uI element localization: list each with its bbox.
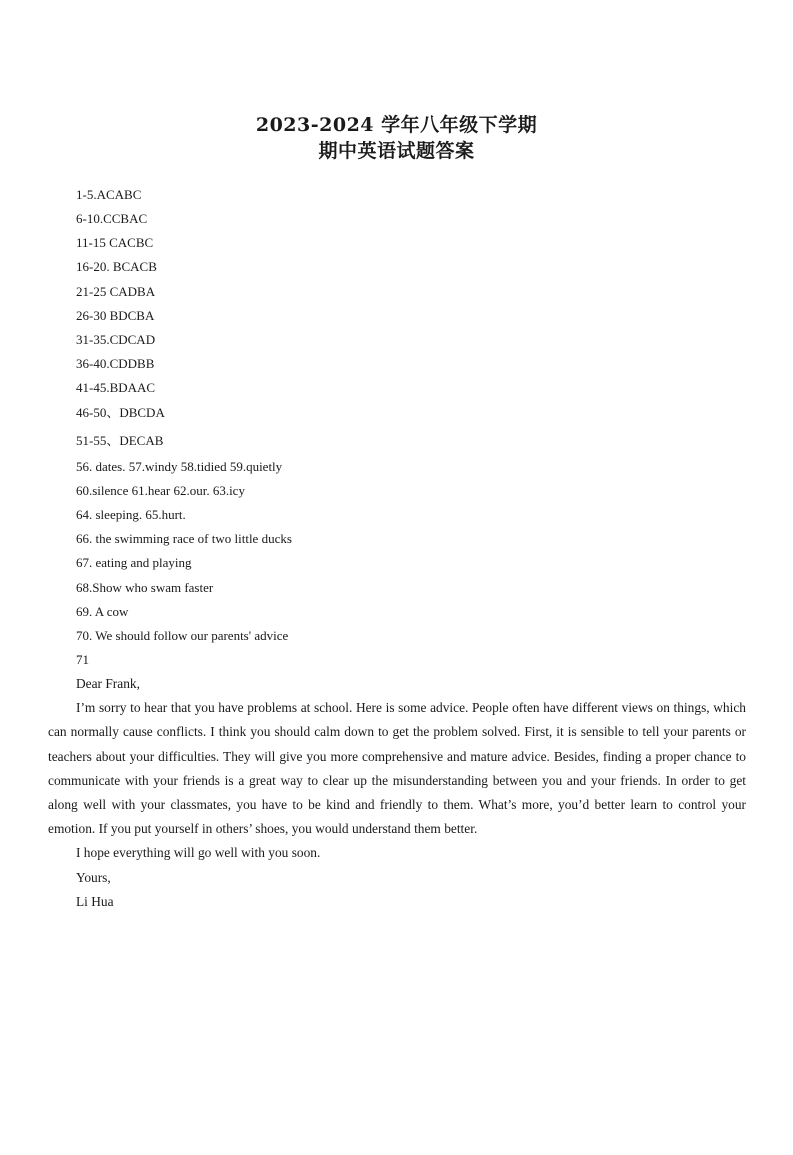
- answer-line-70: 70. We should follow our parents' advice: [76, 628, 289, 643]
- answer-line-36-40: 36-40.CDDBB: [76, 356, 155, 371]
- letter-body: I’m sorry to hear that you have problems at school. Here is some advice. People often have different views on things, which can normally cause conflicts. I think you should calm down to get the problem solved. First, it is sensible to tell your parents or teachers about your difficulties. They will give you more comprehensive and mature advice. Besides, finding a proper chance to communicate with your friends is a great way to clear up the misunderstanding between you and your friends. In order to get along well with your classmates, you have to be kind and friendly to them. What’s more, you’d better learn to control your emotion. If you put yourself in others’ shoes, you would understand them better.: [48, 700, 746, 837]
- document-title: 2023-2024 学年八年级下学期: [255, 114, 538, 136]
- letter-closing-line: I hope everything will go well with you soon.: [76, 845, 321, 861]
- answer-line-71: 71: [76, 652, 89, 667]
- answer-line-69: 69. A cow: [76, 604, 129, 619]
- answer-line-21-25: 21-25 CADBA: [76, 284, 156, 299]
- answer-line-60-63: 60.silence 61.hear 62.our. 63.icy: [76, 483, 245, 498]
- letter-signature: Li Hua: [76, 893, 114, 909]
- answer-line-31-35: 31-35.CDCAD: [76, 332, 156, 347]
- answer-line-11-15: 11-15 CACBC: [76, 235, 154, 250]
- answer-line-26-30: 26-30 BDCBA: [76, 308, 155, 323]
- answer-line-6-10: 6-10.CCBAC: [76, 211, 148, 226]
- answer-line-41-45: 41-45.BDAAC: [76, 380, 156, 395]
- essay-letter: [48, 672, 746, 914]
- answer-line-56-59: 56. dates. 57.windy 58.tidied 59.quietly: [76, 459, 283, 474]
- answer-line-68: 68.Show who swam faster: [76, 580, 214, 595]
- answer-line-51-55: 51-55、DECAB: [76, 433, 164, 448]
- document-subtitle: 期中英语试题答案: [318, 140, 475, 162]
- answer-line-46-50: 46-50、DBCDA: [76, 405, 165, 420]
- answer-line-67: 67. eating and playing: [76, 555, 192, 570]
- answer-line-66: 66. the swimming race of two little ducks: [76, 531, 292, 546]
- answer-line-64-65: 64. sleeping. 65.hurt.: [76, 507, 186, 522]
- letter-greeting: Dear Frank,: [76, 676, 140, 691]
- answer-line-1-5: 1-5.ACABC: [76, 187, 142, 202]
- answer-line-16-20: 16-20. BCACB: [76, 259, 157, 274]
- letter-signoff: Yours,: [76, 869, 111, 885]
